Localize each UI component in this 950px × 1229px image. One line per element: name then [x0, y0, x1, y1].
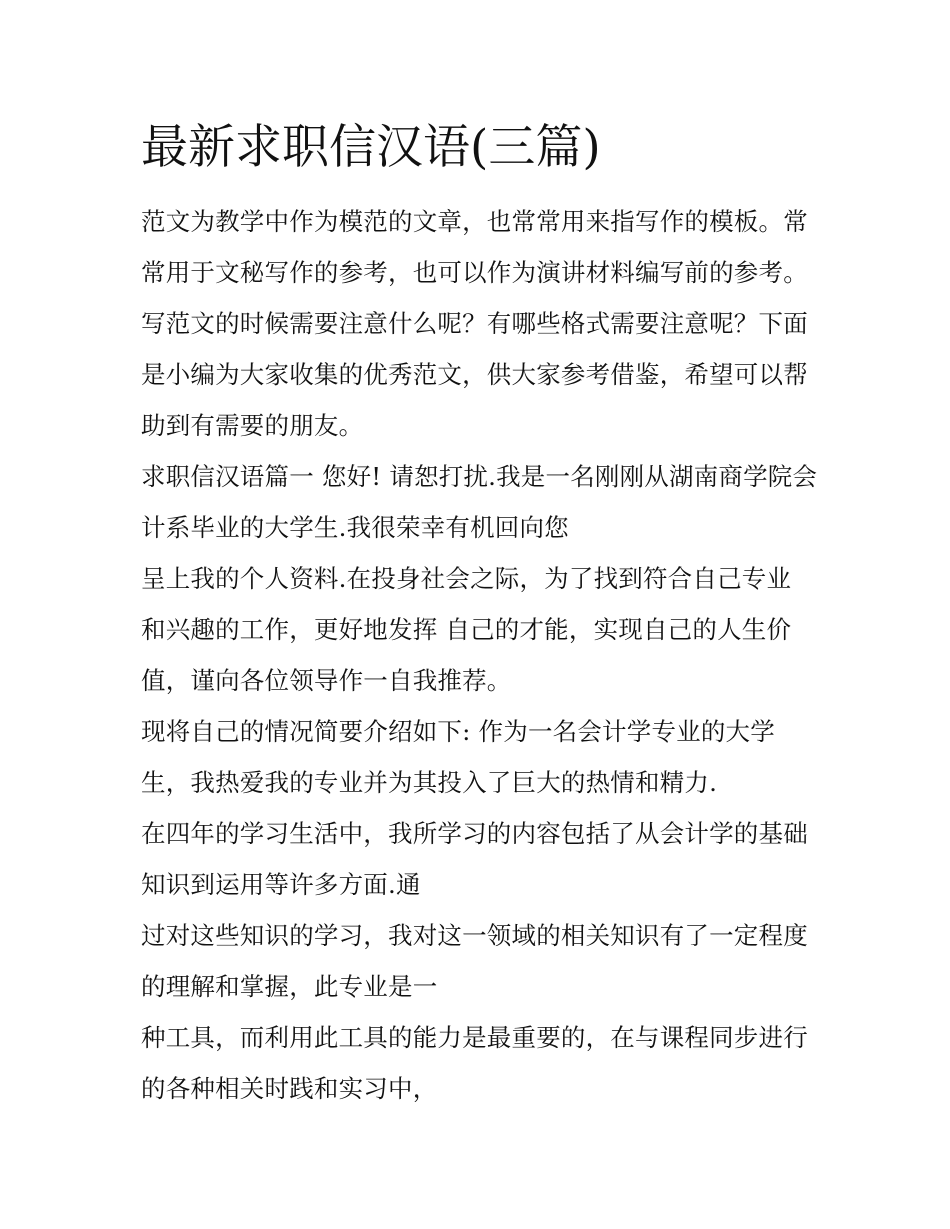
body-line: 的理解和掌握，此专业是一 [141, 972, 438, 1001]
body-line: 现将自己的情况简要介绍如下: 作为一名会计学专业的大学 [141, 717, 775, 746]
body-line: 是小编为大家收集的优秀范文，供大家参考借鉴，希望可以帮 [141, 360, 808, 389]
document-body [141, 196, 821, 1114]
body-line: 范文为教学中作为模范的文章，也常常用来指写作的模板。常 [141, 207, 808, 236]
body-line: 的各种相关时践和实习中， [141, 1074, 438, 1103]
body-line: 知识到运用等许多方面.通 [141, 870, 421, 899]
body-line: 生，我热爱我的专业并为其投入了巨大的热情和精力. [141, 768, 718, 797]
body-line: 常用于文秘写作的参考，也可以作为演讲材料编写前的参考。 [141, 258, 808, 287]
body-line: 在四年的学习生活中，我所学习的内容包括了从会计学的基础 [141, 819, 808, 848]
body-line: 和兴趣的工作，更好地发挥 自己的才能，实现自己的人生价 [141, 615, 792, 644]
body-line: 助到有需要的朋友。 [141, 411, 364, 440]
body-line: 过对这些知识的学习，我对这一领域的相关知识有了一定程度 [141, 921, 808, 950]
body-line: 值，谨向各位领导作一自我推荐。 [141, 666, 512, 695]
document-title: 最新求职信汉语(三篇) [141, 120, 601, 175]
body-line: 求职信汉语篇一 您好! 请恕打扰.我是一名刚刚从湖南商学院会 [141, 462, 818, 491]
body-line: 写范文的时候需要注意什么呢？有哪些格式需要注意呢？下面 [141, 309, 808, 338]
body-line: 计系毕业的大学生.我很荣幸有机回向您 [141, 513, 569, 542]
body-line: 呈上我的个人资料.在投身社会之际，为了找到符合自己专业 [141, 564, 792, 593]
body-line: 种工具，而利用此工具的能力是最重要的，在与课程同步进行 [141, 1023, 808, 1052]
